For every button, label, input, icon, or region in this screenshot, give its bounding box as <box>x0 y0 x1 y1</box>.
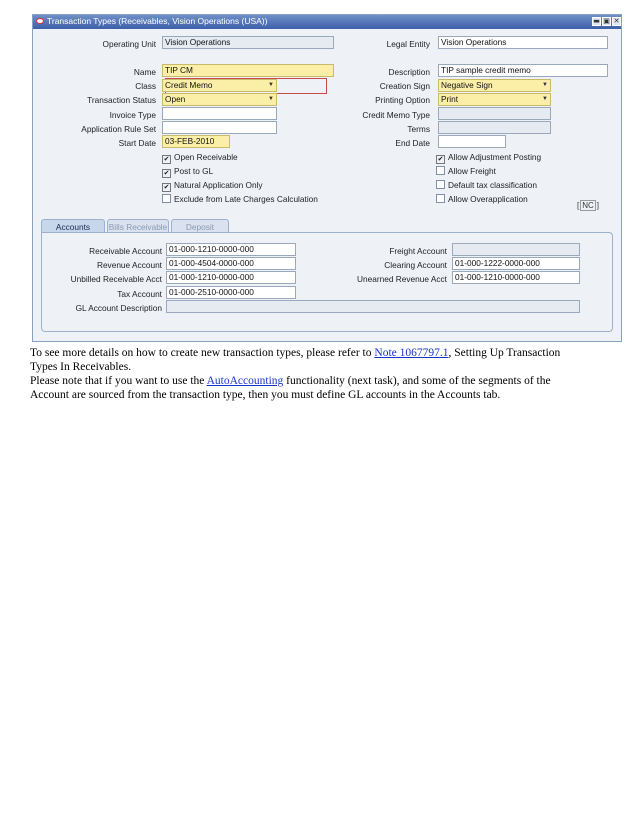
checkbox-label: Open Receivable <box>174 152 238 162</box>
checkbox-label: Natural Application Only <box>174 180 263 190</box>
gl-account-description-field[interactable] <box>166 300 580 313</box>
checkbox-label: Post to GL <box>174 166 214 176</box>
maximize-icon[interactable]: ▣ <box>603 17 610 25</box>
creation-sign-label: Creation Sign <box>379 81 430 91</box>
tab-accounts[interactable]: Accounts <box>41 219 105 233</box>
close-icon[interactable]: ✕ <box>613 17 620 25</box>
paragraph-text: Please note that if you want to use the <box>30 375 207 387</box>
checkbox-empty-icon <box>162 194 171 203</box>
window-titlebar <box>33 15 621 29</box>
operating-unit-field[interactable]: Vision Operations <box>162 36 334 49</box>
class-select[interactable] <box>162 79 277 92</box>
name-field[interactable]: TIP CM <box>162 64 334 77</box>
start-date-label: Start Date <box>118 138 156 148</box>
checkbox-empty-icon <box>436 180 445 189</box>
start-date-field[interactable]: 03-FEB-2010 <box>162 135 230 148</box>
printing-option-label: Printing Option <box>375 95 430 105</box>
revenue-account-label: Revenue Account <box>96 260 162 270</box>
nc-text: NC <box>582 201 594 210</box>
post-to-gl-checkbox[interactable] <box>162 166 213 178</box>
window-title: Transaction Types (Receivables, Vision Operations (USA)) <box>47 16 268 26</box>
application-rule-set-field[interactable] <box>162 121 277 134</box>
creation-sign-select[interactable] <box>438 79 551 92</box>
unbilled-receivable-field[interactable]: 01-000-1210-0000-000 <box>166 271 296 284</box>
legal-entity-field[interactable]: Vision Operations <box>438 36 608 49</box>
printing-option-value: Print <box>441 94 459 104</box>
transaction-status-value: Open <box>165 94 186 104</box>
transaction-status-label: Transaction Status <box>87 95 156 105</box>
chevron-down-icon: ▼ <box>542 82 548 88</box>
revenue-account-field[interactable]: 01-000-4504-0000-000 <box>166 257 296 270</box>
credit-memo-type-field[interactable] <box>438 107 551 120</box>
exclude-late-charges-checkbox[interactable] <box>162 194 318 204</box>
paragraph-text: functionality (next task), and some of the segments of the <box>283 375 551 387</box>
checkbox-label: Allow Adjustment Posting <box>448 152 542 162</box>
natural-application-only-checkbox[interactable] <box>162 180 263 192</box>
transaction-status-select[interactable] <box>162 93 277 106</box>
checkbox-label: Default tax classification <box>448 180 538 190</box>
checkbox-checked-icon: ✔ <box>163 155 170 163</box>
creation-sign-value: Negative Sign <box>441 80 493 90</box>
tax-account-field[interactable]: 01-000-2510-0000-000 <box>166 286 296 299</box>
accounts-panel <box>41 232 613 332</box>
tax-account-label: Tax Account <box>117 289 162 299</box>
application-rule-set-label: Application Rule Set <box>81 124 156 134</box>
name-label: Name <box>133 67 156 77</box>
receivable-account-field[interactable]: 01-000-1210-0000-000 <box>166 243 296 256</box>
freight-account-field[interactable] <box>452 243 580 256</box>
oracle-logo-icon <box>36 18 44 24</box>
checkbox-empty-icon <box>436 194 445 203</box>
paragraph-2-line-2: Account are sourced from the transaction type, then you must define GL accounts in the Accounts tab. <box>30 389 501 401</box>
description-field[interactable]: TIP sample credit memo <box>438 64 608 77</box>
nc-indicator[interactable] <box>576 201 600 210</box>
printing-option-select[interactable] <box>438 93 551 106</box>
tab-bills-receivable[interactable]: Bills Receivable <box>107 219 169 233</box>
transaction-types-window <box>32 14 622 342</box>
paragraph-1-line-2: Types In Receivables. <box>30 361 132 373</box>
checkbox-checked-icon: ✔ <box>163 183 170 191</box>
note-link[interactable]: Note 1067797.1 <box>374 347 449 359</box>
unearned-revenue-label: Unearned Revenue Acct <box>357 274 447 284</box>
allow-adjustment-posting-checkbox[interactable] <box>436 152 541 164</box>
open-receivable-checkbox[interactable] <box>162 152 238 164</box>
clearing-account-label: Clearing Account <box>384 260 447 270</box>
paragraph-text: To see more details on how to create new transaction types, please refer to <box>30 347 375 359</box>
checkbox-empty-icon <box>436 166 445 175</box>
checkbox-label: Allow Freight <box>448 166 496 176</box>
checkbox-checked-icon: ✔ <box>437 155 444 163</box>
gl-account-description-label: GL Account Description <box>75 303 162 313</box>
autoaccounting-link[interactable]: AutoAccounting <box>206 375 284 387</box>
unearned-revenue-field[interactable]: 01-000-1210-0000-000 <box>452 271 580 284</box>
legal-entity-label: Legal Entity <box>386 39 430 49</box>
default-tax-classification-checkbox[interactable] <box>436 180 537 190</box>
allow-freight-checkbox[interactable] <box>436 166 496 176</box>
chevron-down-icon: ▼ <box>542 96 548 102</box>
terms-field[interactable] <box>438 121 551 134</box>
receivable-account-label: Receivable Account <box>89 246 162 256</box>
checkbox-label: Exclude from Late Charges Calculation <box>174 194 318 204</box>
clearing-account-field[interactable]: 01-000-1222-0000-000 <box>452 257 580 270</box>
nc-bracket-close: ] <box>596 201 600 210</box>
invoice-type-field[interactable] <box>162 107 277 120</box>
tab-deposit[interactable]: Deposit <box>171 219 229 233</box>
allow-overapplication-checkbox[interactable] <box>436 194 528 204</box>
operating-unit-label: Operating Unit <box>102 39 156 49</box>
description-label: Description <box>388 67 430 77</box>
chevron-down-icon: ▼ <box>268 96 274 102</box>
class-value: Credit Memo <box>165 80 213 90</box>
invoice-type-label: Invoice Type <box>109 110 156 120</box>
terms-label: Terms <box>407 124 430 134</box>
unbilled-receivable-label: Unbilled Receivable Acct <box>70 274 162 284</box>
paragraph-text: , Setting Up Transaction <box>448 347 561 359</box>
paragraph-2-line-1 <box>30 374 551 388</box>
credit-memo-type-label: Credit Memo Type <box>362 110 430 120</box>
end-date-label: End Date <box>395 138 430 148</box>
nc-bracket-open: [ <box>577 201 580 210</box>
freight-account-label: Freight Account <box>389 246 447 256</box>
end-date-field[interactable] <box>438 135 506 148</box>
checkbox-checked-icon: ✔ <box>163 169 170 177</box>
checkbox-label: Allow Overapplication <box>448 194 528 204</box>
chevron-down-icon: ▼ <box>268 82 274 88</box>
class-label: Class <box>135 81 156 91</box>
minimize-icon[interactable]: ▬ <box>593 17 600 25</box>
paragraph-1-line-1 <box>30 346 560 360</box>
